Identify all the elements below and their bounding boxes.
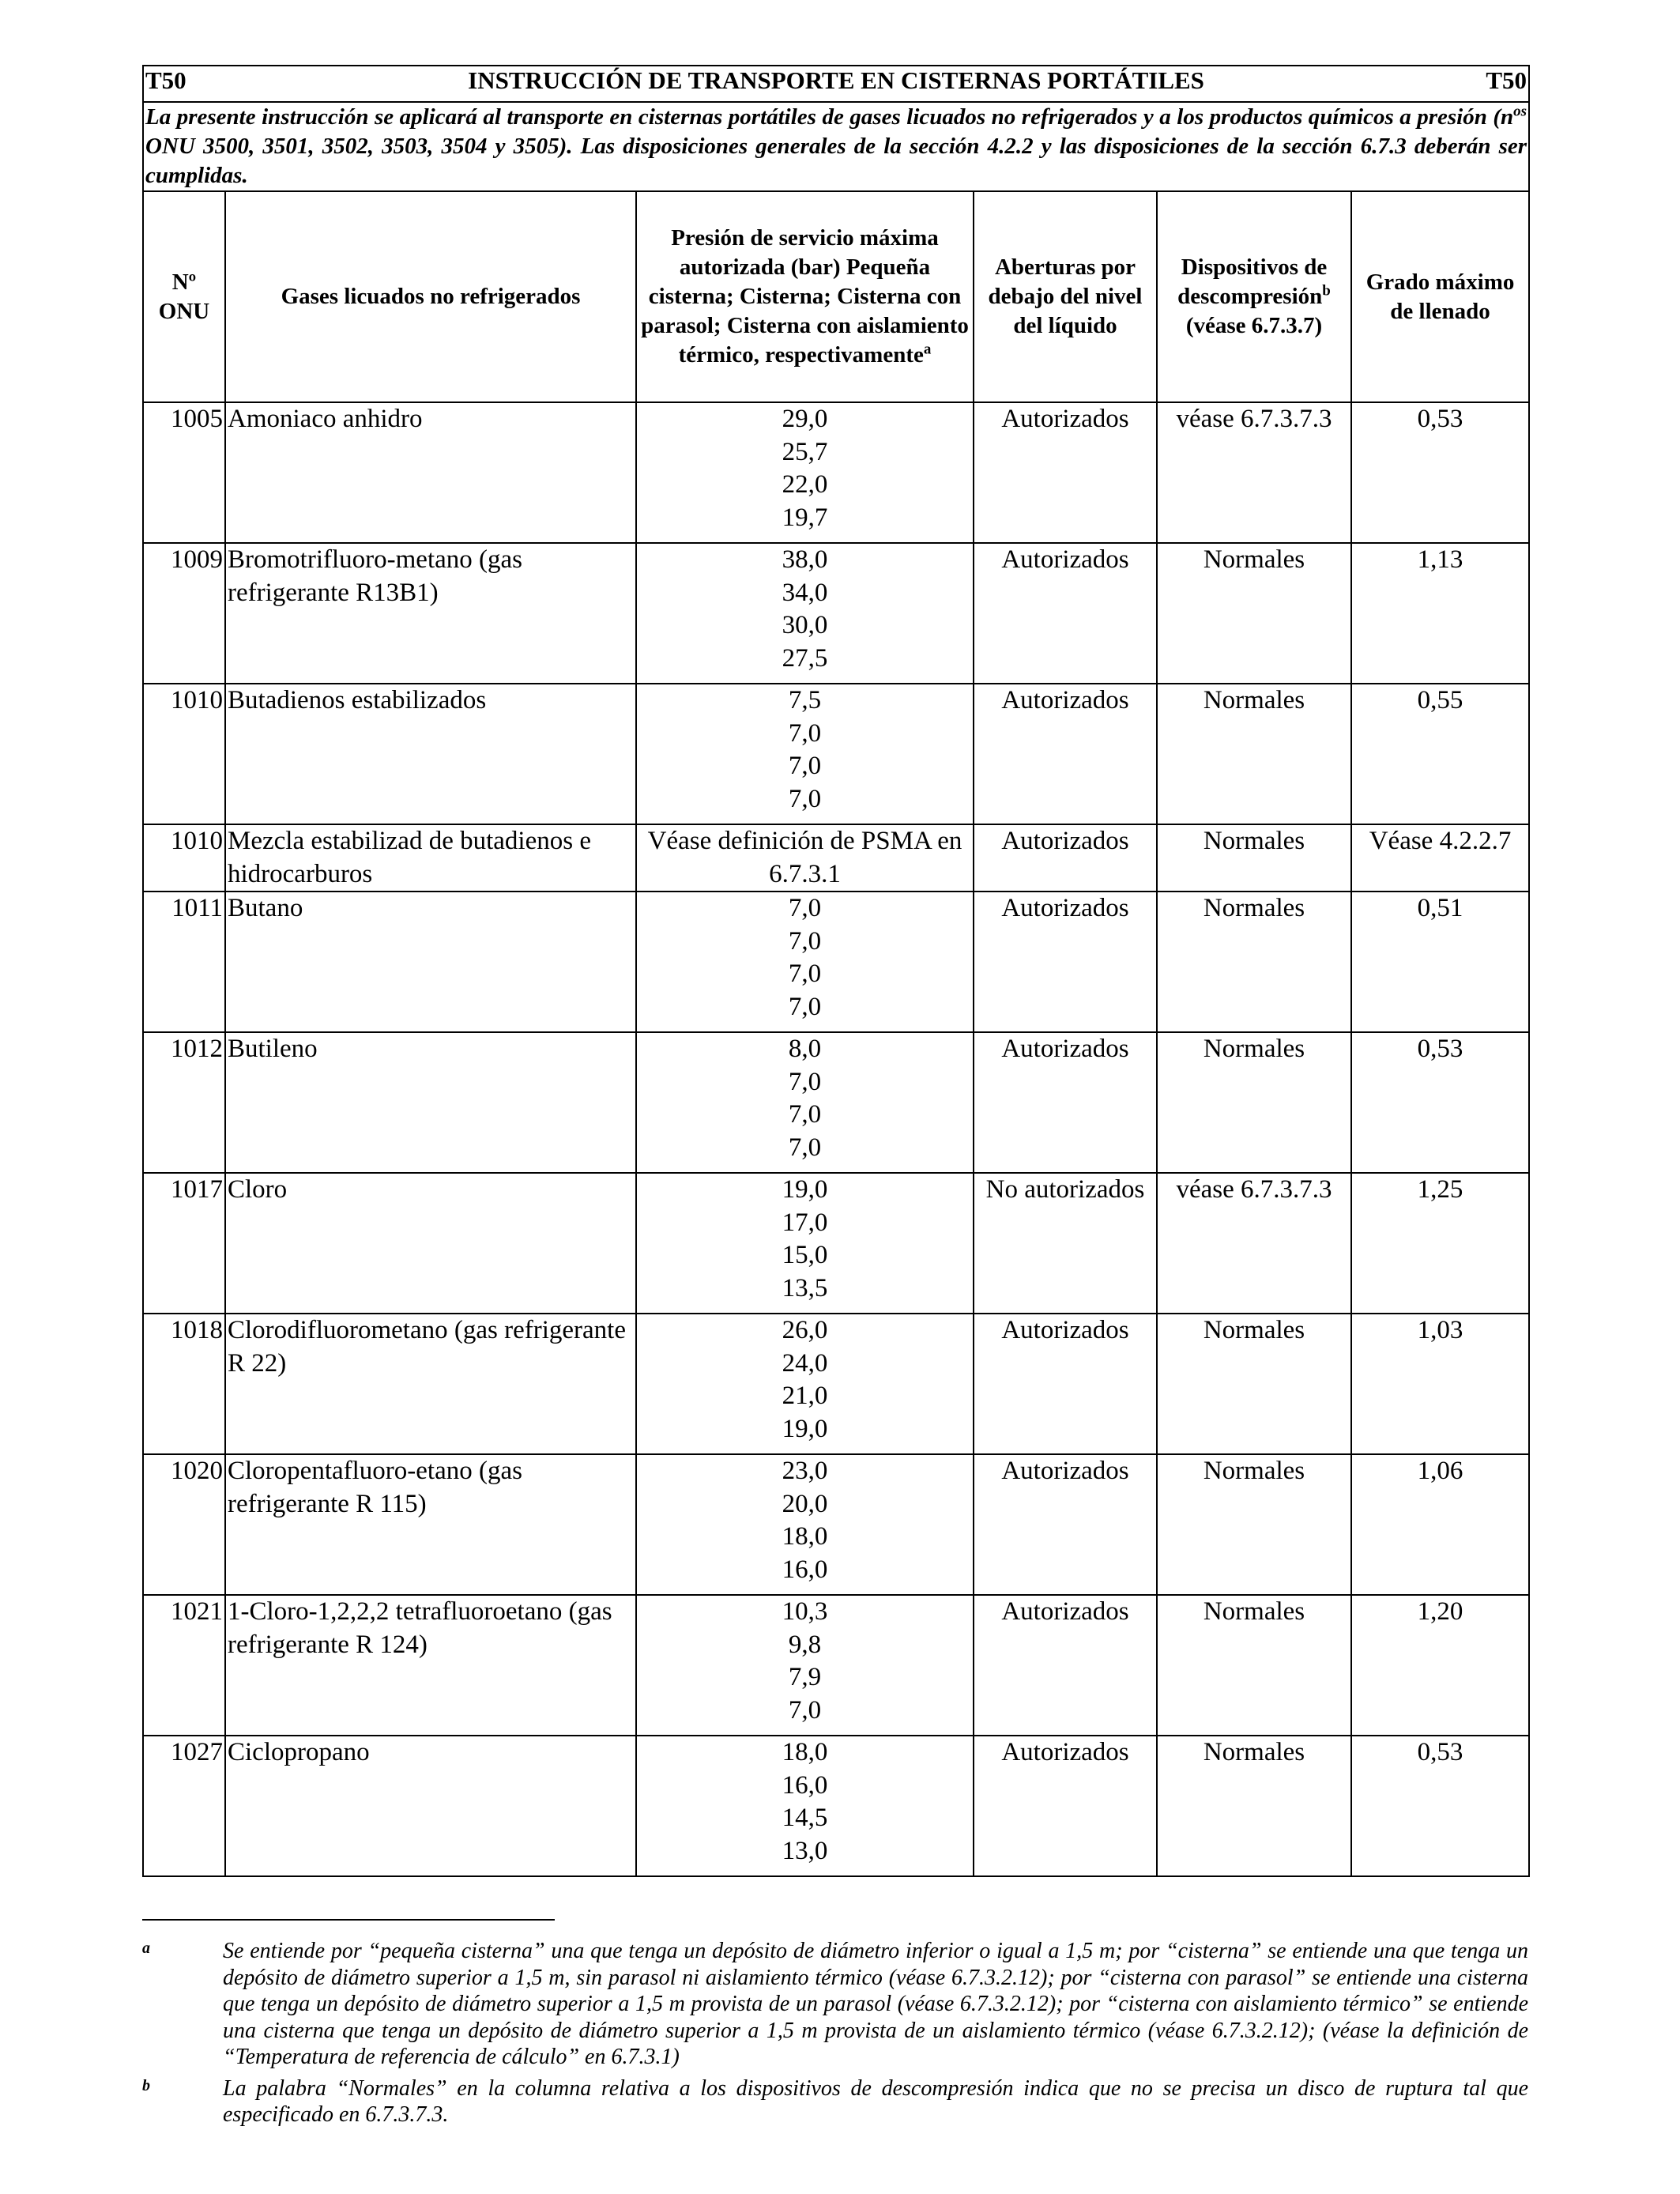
column-header-row	[143, 191, 1529, 402]
onu-cell: 1009	[143, 543, 225, 684]
footnote-b	[142, 2075, 1528, 2128]
pressure-cell	[636, 1595, 974, 1736]
col-header-onu: Nº ONU	[143, 191, 225, 402]
filling-cell: 1,03	[1351, 1314, 1529, 1454]
pressure-value: 38,0	[782, 545, 828, 574]
openings-cell: Autorizados	[974, 1032, 1157, 1173]
pressure-value: 25,7	[782, 437, 828, 466]
openings-cell: No autorizados	[974, 1173, 1157, 1314]
instruction-code-left: T50	[145, 66, 186, 94]
onu-cell: 1018	[143, 1314, 225, 1454]
intro-sup: os	[1513, 103, 1527, 120]
col-header-relief: Dispositivos de descompresión$^b$ (véase 6.7.3.7)	[1157, 191, 1351, 402]
pressure-value: 10,3	[782, 1597, 828, 1626]
onu-cell: 1005	[143, 402, 225, 543]
intro-text-a: La presente instrucción se aplicará al transporte en cisternas portátiles de gases licuados no refrigerados y a los productos químicos a presión (n	[145, 104, 1514, 130]
pressure-value: 19,0	[782, 1414, 828, 1443]
pressure-value: Véase definición de PSMA en 6.7.3.1	[647, 827, 962, 888]
filling-cell: 1,13	[1351, 543, 1529, 684]
title-row	[143, 66, 1529, 102]
openings-cell: Autorizados	[974, 402, 1157, 543]
gas-name-cell: Cloropentafluoro-etano (gas refrigerante R 115)	[225, 1454, 636, 1595]
pressure-value: 23,0	[782, 1457, 828, 1485]
pressure-value: 14,5	[782, 1804, 828, 1832]
pressure-cell	[636, 1173, 974, 1314]
footnote-text: La palabra “Normales” en la columna relativa a los dispositivos de descompresión indica que no se precisa un disco de ruptura tal que especificado en 6.7.3.7.3.	[223, 2075, 1528, 2127]
onu-cell: 1012	[143, 1032, 225, 1173]
openings-cell: Autorizados	[974, 543, 1157, 684]
t50-table	[142, 65, 1530, 1877]
footnote-a	[142, 1938, 1528, 2071]
pressure-cell	[636, 1032, 974, 1173]
pressure-value: 16,0	[782, 1555, 828, 1584]
relief-cell: Normales	[1157, 1736, 1351, 1876]
filling-cell: 1,25	[1351, 1173, 1529, 1314]
title-cell	[143, 66, 1529, 102]
openings-cell: Autorizados	[974, 1736, 1157, 1876]
gas-name-cell: Butano	[225, 892, 636, 1032]
pressure-value: 27,5	[782, 643, 828, 673]
filling-cell: 0,55	[1351, 684, 1529, 824]
filling-cell: 0,53	[1351, 1032, 1529, 1173]
footnote-ref-a: a	[923, 341, 932, 358]
pressure-cell	[636, 892, 974, 1032]
gas-name-cell: Ciclopropano	[225, 1736, 636, 1876]
instruction-code-right: T50	[1486, 66, 1527, 94]
footnote-marker: a	[142, 1940, 150, 1957]
pressure-cell	[636, 543, 974, 684]
onu-cell: 1020	[143, 1454, 225, 1595]
pressure-value: 18,0	[782, 1522, 828, 1551]
table-row	[143, 892, 1529, 1032]
openings-cell: Autorizados	[974, 1314, 1157, 1454]
col-header-gases: Gases licuados no refrigerados	[225, 191, 636, 402]
pressure-cell	[636, 402, 974, 543]
table-row	[143, 1595, 1529, 1736]
relief-cell: Normales	[1157, 892, 1351, 1032]
pressure-cell	[636, 1314, 974, 1454]
openings-cell: Autorizados	[974, 1454, 1157, 1595]
table-row	[143, 543, 1529, 684]
intro-paragraph	[143, 102, 1529, 191]
relief-cell: Normales	[1157, 1314, 1351, 1454]
relief-cell: Normales	[1157, 1454, 1351, 1595]
intro-text-b: ONU 3500, 3501, 3502, 3503, 3504 y 3505). Las disposiciones generales de la sección 4.2.2 y las disposiciones de la sección 6.7.3 deberán ser cumplidas.	[145, 134, 1527, 188]
pressure-cell	[636, 684, 974, 824]
pressure-value: 7,5	[788, 686, 822, 714]
footnote-ref-b: b	[1322, 282, 1331, 300]
table-row	[143, 402, 1529, 543]
pressure-value: 7,0	[788, 894, 822, 922]
relief-cell: Normales	[1157, 543, 1351, 684]
pressure-value: 9,8	[788, 1630, 822, 1659]
table-body	[143, 402, 1529, 1876]
pressure-value: 7,0	[788, 1100, 822, 1129]
footnote-separator	[142, 1919, 555, 1921]
onu-cell: 1017	[143, 1173, 225, 1314]
footnotes	[142, 1938, 1528, 2133]
filling-cell: 0,53	[1351, 402, 1529, 543]
onu-cell: 1010	[143, 684, 225, 824]
pressure-value: 8,0	[788, 1035, 822, 1063]
pressure-value: 26,0	[782, 1316, 828, 1344]
openings-cell: Autorizados	[974, 824, 1157, 892]
pressure-value: 7,0	[788, 959, 822, 988]
onu-cell: 1027	[143, 1736, 225, 1876]
table-row	[143, 1736, 1529, 1876]
gas-name-cell: Mezcla estabilizad de butadienos e hidrocarburos	[225, 824, 636, 892]
pressure-value: 7,9	[788, 1663, 822, 1691]
pressure-value: 17,0	[782, 1208, 828, 1237]
instruction-title: INSTRUCCIÓN DE TRANSPORTE EN CISTERNAS PORTÁTILES	[468, 66, 1204, 94]
table-row	[143, 1454, 1529, 1595]
pressure-value: 13,0	[782, 1836, 828, 1865]
openings-cell: Autorizados	[974, 684, 1157, 824]
gas-name-cell: Butileno	[225, 1032, 636, 1173]
filling-cell: 0,51	[1351, 892, 1529, 1032]
gas-name-cell: Clorodifluorometano (gas refrigerante R 22)	[225, 1314, 636, 1454]
relief-cell: Normales	[1157, 684, 1351, 824]
pressure-value: 7,0	[788, 718, 822, 748]
pressure-value: 16,0	[782, 1770, 828, 1800]
col-header-filling: Grado máximo de llenado	[1351, 191, 1529, 402]
table-row	[143, 1173, 1529, 1314]
gas-name-cell: Amoniaco anhidro	[225, 402, 636, 543]
table-row	[143, 1032, 1529, 1173]
pressure-value: 24,0	[782, 1348, 828, 1378]
relief-cell: Normales	[1157, 824, 1351, 892]
pressure-value: 15,0	[782, 1241, 828, 1269]
pressure-value: 7,0	[788, 926, 822, 956]
table-row	[143, 1314, 1529, 1454]
onu-cell: 1011	[143, 892, 225, 1032]
pressure-value: 13,5	[782, 1273, 828, 1302]
pressure-value: 30,0	[782, 611, 828, 639]
pressure-value: 19,0	[782, 1175, 828, 1204]
gas-name-cell: Butadienos estabilizados	[225, 684, 636, 824]
pressure-value: 34,0	[782, 578, 828, 607]
pressure-value: 21,0	[782, 1382, 828, 1410]
gas-name-cell: Cloro	[225, 1173, 636, 1314]
pressure-value: 22,0	[782, 470, 828, 499]
filling-cell: 1,20	[1351, 1595, 1529, 1736]
pressure-value: 20,0	[782, 1489, 828, 1518]
footnote-text: Se entiende por “pequeña cisterna” una que tenga un depósito de diámetro inferior o igual a 1,5 m; por “cisterna” se entiende una que tenga un depósito de diámetro superior a 1,5 m, sin parasol ni aislamiento térmico (véase 6.7.3.2.12); por “cisterna con parasol” se entiende una cisterna que tenga un depósito de diámetro superior a 1,5 m provista de un parasol (véase 6.7.3.2.12); por “cisterna con aislamiento térmico” se entiende una cisterna que tenga un depósito de diámetro superior a 1,5 m provista de un aislamiento térmico (véase 6.7.3.2.12); (véase la definición de “Temperatura de referencia de cálculo” en 6.7.3.1)	[223, 1939, 1528, 2069]
pressure-cell	[636, 1454, 974, 1595]
table-row	[143, 684, 1529, 824]
pressure-value: 7,0	[788, 992, 822, 1021]
openings-cell: Autorizados	[974, 1595, 1157, 1736]
openings-cell: Autorizados	[974, 892, 1157, 1032]
pressure-cell	[636, 1736, 974, 1876]
pressure-value: 7,0	[788, 1133, 822, 1162]
table-row	[143, 824, 1529, 892]
pressure-value: 29,0	[782, 405, 828, 433]
footnote-marker: b	[142, 2076, 150, 2094]
relief-cell: Normales	[1157, 1595, 1351, 1736]
filling-cell: 0,53	[1351, 1736, 1529, 1876]
col-header-pressure: Presión de servicio máxima autorizada (bar) Pequeña cisterna; Cisterna; Cisterna con parasol; Cisterna con aislamiento térmico, respectivamente$^a$	[636, 191, 974, 402]
onu-cell: 1021	[143, 1595, 225, 1736]
filling-cell: Véase 4.2.2.7	[1351, 824, 1529, 892]
gas-name-cell: Bromotrifluoro-metano (gas refrigerante R13B1)	[225, 543, 636, 684]
relief-cell: Normales	[1157, 1032, 1351, 1173]
pressure-value: 7,0	[788, 752, 822, 780]
pressure-value: 7,0	[788, 1695, 822, 1725]
pressure-value: 19,7	[782, 503, 828, 532]
pressure-value: 7,0	[788, 784, 822, 813]
col-header-openings: Aberturas por debajo del nivel del líquido	[974, 191, 1157, 402]
onu-cell: 1010	[143, 824, 225, 892]
document-page	[142, 65, 1528, 1877]
filling-cell: 1,06	[1351, 1454, 1529, 1595]
gas-name-cell: 1-Cloro-1,2,2,2 tetrafluoroetano (gas refrigerante R 124)	[225, 1595, 636, 1736]
relief-cell: véase 6.7.3.7.3	[1157, 402, 1351, 543]
pressure-cell	[636, 824, 974, 892]
intro-row	[143, 102, 1529, 191]
relief-cell: véase 6.7.3.7.3	[1157, 1173, 1351, 1314]
pressure-value: 18,0	[782, 1738, 828, 1766]
pressure-value: 7,0	[788, 1067, 822, 1096]
